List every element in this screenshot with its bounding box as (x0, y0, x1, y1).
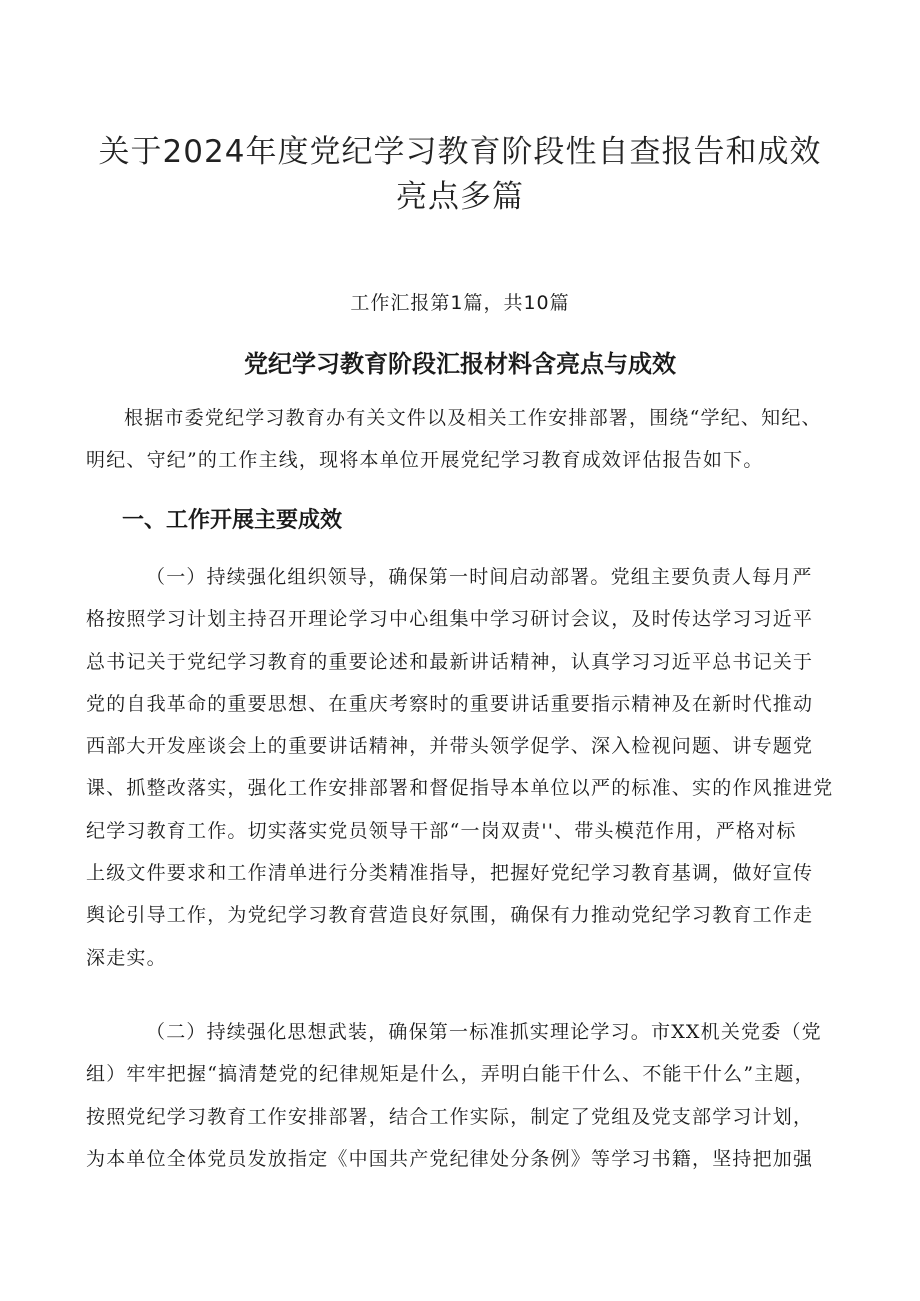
intro-line: 根据市委党纪学习教育办有关文件以及相关工作安排部署，围绕“学纪、知纪、 (124, 407, 822, 429)
paragraph-line: 按照党纪学习教育工作安排部署，结合工作实际，制定了党组及党支部学习计划， (86, 1105, 814, 1128)
paragraph-line: 西部大开发座谈会上的重要讲话精神，并带头领学促学、深入检视问题、讲专题党 (86, 735, 814, 758)
paragraph-line: 纪学习教育工作。切实落实党员领导干部“一岗双责''、带头模范作用，严格对标 (86, 819, 797, 842)
intro-line: 明纪、守纪”的工作主线，现将本单位开展党纪学习教育成效评估报告如下。 (86, 449, 764, 472)
report-title: 党纪学习教育阶段汇报材料含亮点与成效 (244, 350, 676, 378)
paragraph-line: 上级文件要求和工作清单进行分类精准指导，把握好党纪学习教育基调，做好宣传 (86, 862, 814, 885)
paragraph-line: 为本单位全体党员发放指定《中国共产党纪律处分条例》等学习书籍，坚持把加强 (86, 1147, 814, 1170)
paragraph-line: 组）牢牢把握“搞清楚党的纪律规矩是什么，弄明白能干什么、不能干什么”主题， (86, 1063, 815, 1086)
paragraph-line: 党的自我革命的重要思想、在重庆考察时的重要讲话重要指示精神及在新时代推动 (86, 692, 814, 715)
intro-paragraph (86, 397, 858, 482)
paragraph-line: 舆论引导工作，为党纪学习教育营造良好氛围，确保有力推动党纪学习教育工作走 (86, 904, 814, 927)
paragraph-1 (86, 556, 858, 979)
document-title-line-2: 亮点多篇 (396, 179, 524, 215)
paragraph-line: 格按照学习计划主持召开理论学习中心组集中学习研讨会议，及时传达学习习近平 (86, 608, 814, 631)
paragraph-line: 课、抓整改落实，强化工作安排部署和督促指导本单位以严的标准、实的作风推进党 (86, 777, 834, 800)
paragraph-line: 总书记关于党纪学习教育的重要论述和最新讲话精神，认真学习习近平总书记关于 (86, 650, 814, 673)
paragraph-line: （一）持续强化组织领导，确保第一时间启动部署。党组主要负责人每月严 (146, 566, 813, 588)
paragraph-line: （二）持续强化思想武装，确保第一标准抓实理论学习。市XX机关党委（党 (146, 1021, 822, 1043)
document-title-line-1: 关于2024年度党纪学习教育阶段性自查报告和成效 (98, 134, 822, 170)
paragraph-2 (86, 1011, 858, 1180)
report-index: 工作汇报第1篇，共10篇 (350, 292, 570, 314)
section-heading: 一、工作开展主要成效 (122, 508, 343, 533)
paragraph-line: 深走实。 (86, 946, 167, 969)
